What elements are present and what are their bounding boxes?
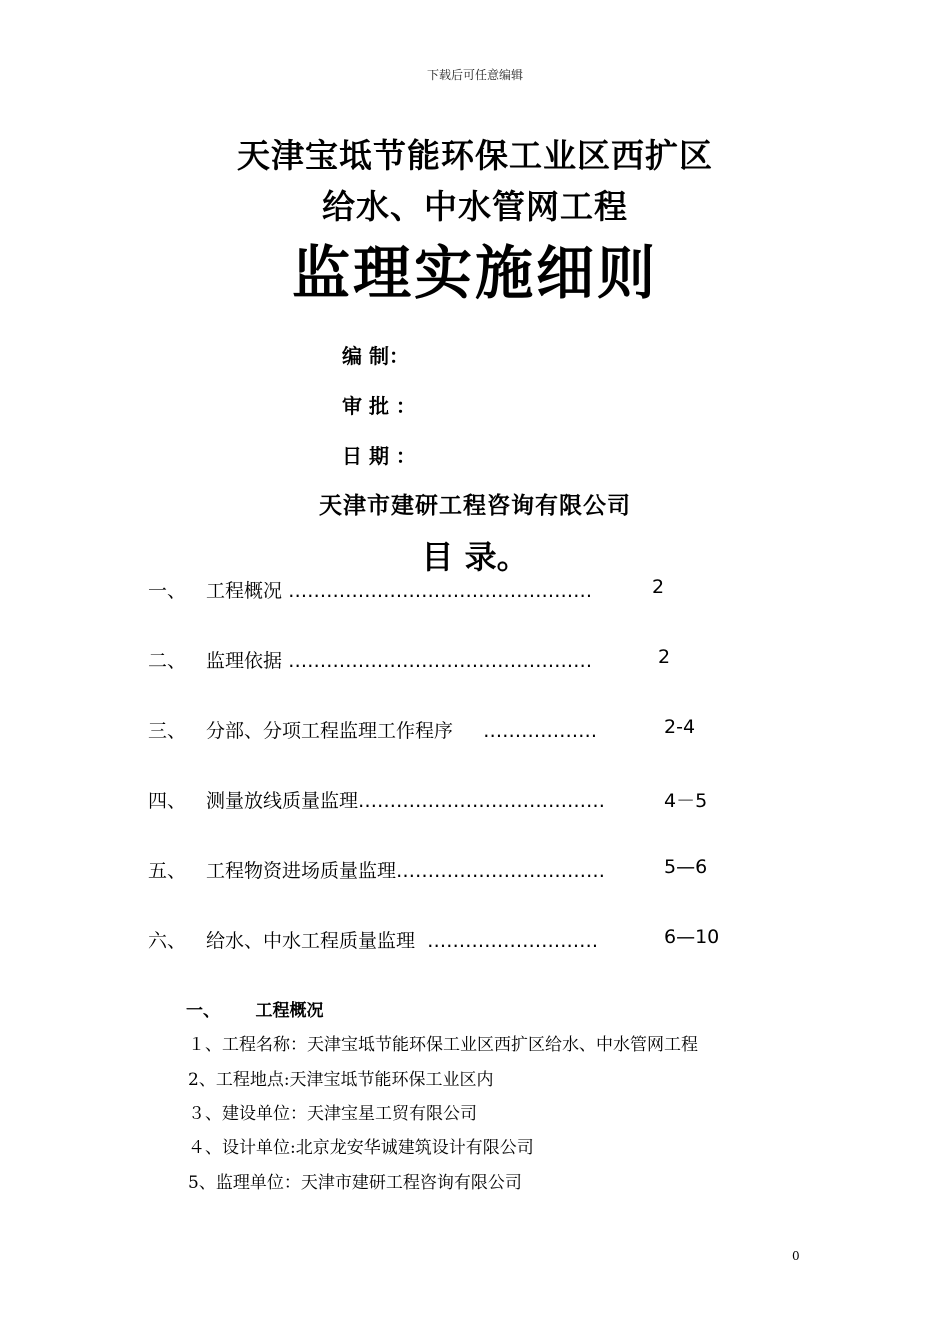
- toc-item: [148, 786, 708, 813]
- toc-item-page: 5—6: [664, 856, 708, 878]
- toc-item-number: 六、: [148, 930, 187, 952]
- toc-item-page: 4－5: [664, 790, 708, 812]
- toc-item-label: 给水、中水工程质量监理: [206, 930, 416, 952]
- title-line-2: 给水、中水管网工程: [322, 187, 628, 226]
- toc-item-leader: ………………………: [427, 930, 599, 952]
- toc-item: [148, 716, 696, 743]
- toc-item-number: 四、: [148, 790, 187, 812]
- toc-item-leader: …………………………………………: [288, 650, 593, 672]
- owner-line: ３、建设单位：天津宝星工贸有限公司: [188, 1104, 477, 1124]
- project-location-line: 2、工程地点:天津宝坻节能环保工业区内: [188, 1070, 494, 1090]
- toc-item-leader: …………………………………………: [288, 580, 593, 602]
- project-name-line: １、工程名称：天津宝坻节能环保工业区西扩区给水、中水管网工程: [188, 1035, 698, 1055]
- prepared-by-label: 编 制：: [342, 344, 409, 368]
- toc-item-number: 一、: [148, 580, 187, 602]
- toc-item-number: 二、: [148, 650, 187, 672]
- company-name: 天津市建研工程咨询有限公司: [319, 492, 631, 519]
- toc-item-page: 6—10: [664, 926, 720, 948]
- toc-item-number: 三、: [148, 720, 187, 742]
- toc-item: [148, 926, 720, 953]
- toc-item-page: 2-4: [664, 716, 696, 738]
- toc-item-number: 五、: [148, 860, 187, 882]
- toc-item: [148, 576, 665, 603]
- toc-item-label: 测量放线质量监理: [206, 790, 359, 812]
- toc-item-leader: ………………: [483, 720, 598, 742]
- toc-item-page: 2: [658, 646, 671, 668]
- toc-item-leader: …………………………………: [358, 790, 606, 812]
- document-title: 监理实施细则: [291, 239, 658, 307]
- approved-by-label: 审 批 ：: [342, 394, 416, 418]
- supervisor-line: 5、监理单位：天津市建研工程咨询有限公司: [188, 1173, 522, 1193]
- section-heading: 一、 工程概况: [186, 1001, 324, 1021]
- designer-line: ４、设计单位:北京龙安华诚建筑设计有限公司: [188, 1138, 534, 1158]
- toc-item: [148, 856, 708, 883]
- toc-item-label: 工程概况: [206, 580, 283, 602]
- title-line-1: 天津宝坻节能环保工业区西扩区: [237, 136, 713, 175]
- toc-item-leader: ……………………………: [396, 860, 606, 882]
- toc-item-page: 2: [652, 576, 665, 598]
- toc-item-label: 分部、分项工程监理工作程序: [206, 720, 454, 742]
- page-number: 0: [792, 1249, 800, 1263]
- toc-item-label: 工程物资进场质量监理: [206, 860, 397, 882]
- toc-item: [148, 646, 671, 673]
- date-label: 日 期 ：: [342, 444, 416, 468]
- toc-item-label: 监理依据: [206, 650, 283, 672]
- header-note: 下载后可任意编辑: [426, 68, 523, 82]
- toc-title: 目 录。: [421, 538, 529, 576]
